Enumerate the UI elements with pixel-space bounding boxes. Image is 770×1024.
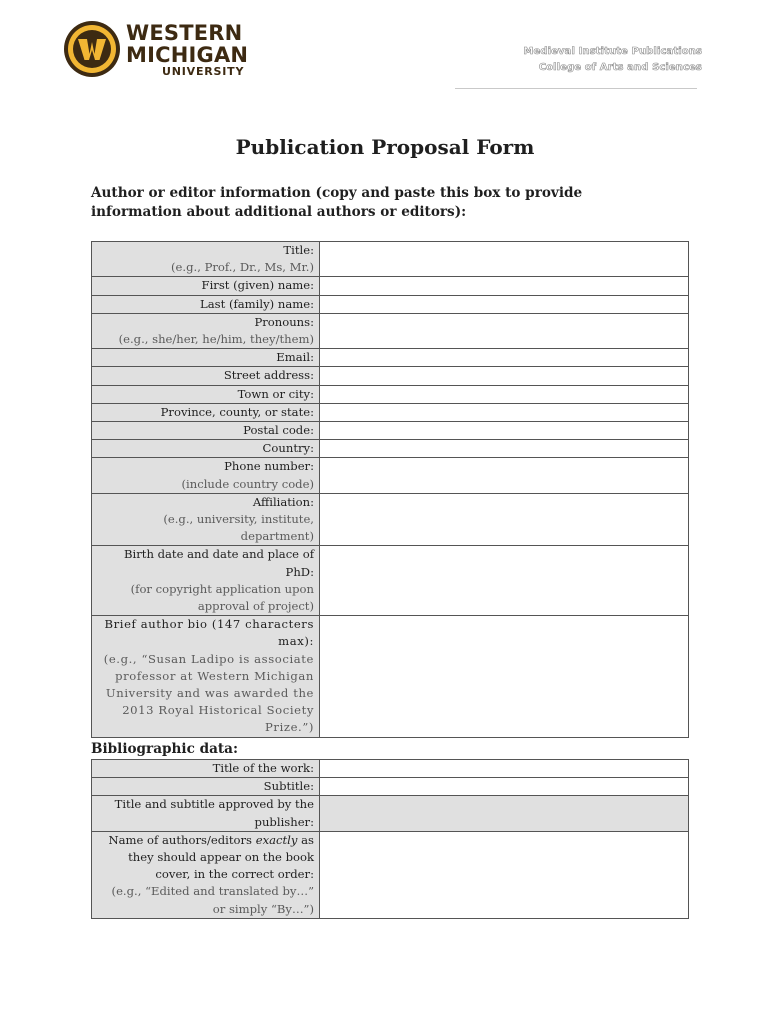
pronouns-input[interactable]: [320, 313, 689, 348]
field-label: [92, 349, 320, 367]
label-author-names-post: as they should appear on the book cover, in the correct order:: [128, 832, 314, 882]
table-row: [92, 313, 689, 348]
field-label: [92, 440, 320, 458]
label-street: Street address:: [223, 368, 314, 383]
author-section-heading: Author or editor information (copy and paste this box to provide information about additional authors or editors):: [91, 185, 583, 220]
table-row: [92, 778, 689, 796]
label-subtitle: Subtitle:: [263, 779, 314, 794]
table-row: [92, 546, 689, 616]
wordmark-line-2: MICHIGAN: [126, 43, 249, 67]
first-name-input[interactable]: [320, 277, 689, 295]
table-row: [92, 277, 689, 295]
table-row: [92, 440, 689, 458]
table-row: [92, 295, 689, 313]
author-info-table: [91, 241, 689, 738]
institute-name: Medieval Institute Publications: [523, 46, 702, 57]
table-row: [92, 760, 689, 778]
last-name-input[interactable]: [320, 295, 689, 313]
label-author-names-emphasis: exactly: [255, 832, 298, 847]
bibliographic-section-heading: Bibliographic data:: [91, 741, 239, 757]
field-label: [92, 778, 320, 796]
field-label: [92, 313, 320, 348]
street-address-input[interactable]: [320, 367, 689, 385]
table-row: [92, 349, 689, 367]
hint-birth-date-phd: (for copyright application upon approval of project): [130, 581, 314, 614]
label-title: Title:: [283, 243, 314, 257]
field-label: [92, 277, 320, 295]
table-row: [92, 367, 689, 385]
label-province: Province, county, or state:: [160, 404, 314, 419]
table-row: [92, 242, 689, 277]
field-label: [92, 493, 320, 546]
label-approved-title: Title and subtitle approved by the publisher:: [114, 797, 314, 829]
hint-phone: (include country code): [181, 476, 314, 491]
wordmark-line-3: UNIVERSITY: [162, 65, 245, 78]
field-label: [92, 760, 320, 778]
bibliographic-table: [91, 759, 689, 919]
phone-input[interactable]: [320, 458, 689, 493]
work-title-input[interactable]: [320, 760, 689, 778]
field-label: [92, 367, 320, 385]
field-label: [92, 403, 320, 421]
label-author-names-pre: Name of authors/editors: [108, 832, 256, 847]
table-row: [92, 403, 689, 421]
hint-pronouns: (e.g., she/her, he/him, they/them): [118, 332, 314, 347]
subtitle-input[interactable]: [320, 778, 689, 796]
label-work-title: Title of the work:: [212, 761, 314, 775]
email-input[interactable]: [320, 349, 689, 367]
label-email: Email:: [276, 350, 314, 365]
form-title: Publication Proposal Form: [235, 135, 535, 159]
wmu-logo: [63, 20, 253, 82]
birth-date-phd-input[interactable]: [320, 546, 689, 616]
wmu-wordmark: [126, 22, 248, 78]
label-author-bio: Brief author bio (147 characters max):: [104, 617, 314, 649]
label-last-name: Last (family) name:: [200, 296, 314, 311]
table-row: [92, 458, 689, 493]
author-names-input[interactable]: [320, 831, 689, 918]
table-row: [92, 796, 689, 831]
approved-title-field: [320, 796, 689, 831]
country-input[interactable]: [320, 440, 689, 458]
label-author-names: [96, 832, 314, 884]
author-bio-input[interactable]: [320, 616, 689, 737]
table-row: [92, 422, 689, 440]
province-input[interactable]: [320, 403, 689, 421]
table-row: [92, 831, 689, 918]
hint-author-names: (e.g., “Edited and translated by…” or simply “By…”): [111, 884, 314, 916]
wmu-w-seal-icon: [63, 20, 121, 78]
header-divider: [455, 88, 697, 89]
wordmark-line-1: WESTERN: [126, 21, 243, 45]
town-input[interactable]: [320, 385, 689, 403]
field-label: [92, 422, 320, 440]
table-row: [92, 385, 689, 403]
table-row: [92, 493, 689, 546]
label-phone: Phone number:: [224, 459, 314, 474]
label-birth-date-phd: Birth date and date and place of PhD:: [124, 547, 314, 579]
field-label: [92, 616, 320, 737]
label-country: Country:: [262, 441, 314, 456]
label-postal-code: Postal code:: [243, 423, 314, 438]
field-label: [92, 385, 320, 403]
table-row: [92, 616, 689, 737]
institute-heading: [523, 44, 702, 76]
hint-affiliation: (e.g., university, institute, department): [163, 512, 314, 544]
title-input[interactable]: [320, 242, 689, 277]
postal-code-input[interactable]: [320, 422, 689, 440]
college-name: College of Arts and Sciences: [538, 62, 702, 73]
field-label: [92, 458, 320, 493]
field-label: [92, 796, 320, 831]
label-first-name: First (given) name:: [201, 278, 314, 293]
field-label: [92, 242, 320, 277]
hint-author-bio: (e.g., “Susan Ladipo is associate professor at Western Michigan University and was awarded the 2013 Royal Historical Society Prize.”): [103, 651, 314, 735]
hint-title: (e.g., Prof., Dr., Ms, Mr.): [171, 260, 314, 275]
label-pronouns: Pronouns:: [254, 314, 314, 329]
field-label: [92, 546, 320, 616]
field-label: [92, 831, 320, 918]
field-label: [92, 295, 320, 313]
label-affiliation: Affiliation:: [252, 494, 314, 509]
affiliation-input[interactable]: [320, 493, 689, 546]
label-town: Town or city:: [237, 386, 314, 401]
